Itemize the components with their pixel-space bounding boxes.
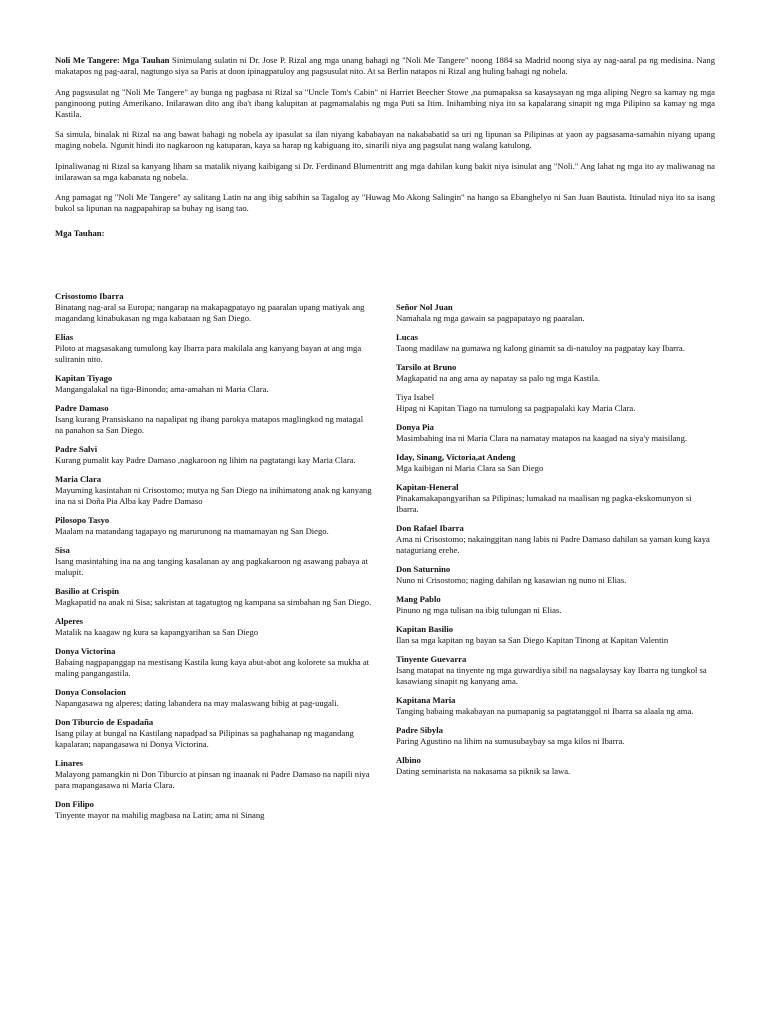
character-name: Tinyente Guevarra xyxy=(396,654,467,664)
character-entry xyxy=(55,474,373,507)
character-name: Donya Pia xyxy=(396,422,434,432)
character-description: Mangangalakal na tiga-Binondo; ama-amahan ni Maria Clara. xyxy=(55,384,269,394)
character-description: Maalam na matandang tagapayo ng marurunong na mamamayan ng San Diego. xyxy=(55,526,329,536)
character-entry xyxy=(55,646,373,679)
character-name: Don Filipo xyxy=(55,799,94,809)
intro-paragraph-3: Sa simula, binalak ni Rizal na ang bawat bahagi ng nobela ay ipasulat sa ilan niyang kababayan na nakababatid sa uri ng lipunan sa Pilipinas at yaon ay pagsasama-samahin niyang upang maging nobela. Ngunit hindi ito nagkaroon ng katuparan, kaya sa harap ng kabiguang ito, sinarili niya ang pagsulat nang walang katulong. xyxy=(55,129,715,150)
character-entry xyxy=(396,392,716,414)
character-description: Magkapatid na anak ni Sisa; sakristan at tagatugtog ng kampana sa simbahan ng San Diego. xyxy=(55,597,372,607)
character-entry xyxy=(55,291,373,324)
character-entry xyxy=(396,523,716,556)
characters-heading: Mga Tauhan: xyxy=(55,228,105,238)
character-description: Isang kurang Pransiskano na napalipat ng ibang parokya matapos maglingkod ng matagal na panahon sa San Diego. xyxy=(55,414,364,435)
character-description: Paring Agustino na lihim na sumusubaybay sa mga kilos ni Ibarra. xyxy=(396,736,625,746)
character-entry xyxy=(396,594,716,616)
character-name: Don Tiburcio de Espadaña xyxy=(55,717,154,727)
character-name: Tarsilo at Bruno xyxy=(396,362,457,372)
character-name: Pilosopo Tasyo xyxy=(55,515,110,525)
character-description: Piloto at magsasakang tumulong kay Ibarra para makilala ang kanyang bayan at ang mga suliranin nito. xyxy=(55,343,362,364)
character-description: Pinakamakapangyarihan sa Pilipinas; lumakad na maalisan ng pagka-ekskomunyon si Ibarra. xyxy=(396,493,692,514)
character-name: Albino xyxy=(396,755,421,765)
character-name: Elias xyxy=(55,332,74,342)
character-description: Babaing nagpapanggap na mestisang Kastila kung kaya abut-abot ang kolorete sa mukha at maling pangangastila. xyxy=(55,657,370,678)
character-description: Isang masintahing ina na ang tanging kasalanan ay ang pagkakaroon ng asawang pabaya at malupit. xyxy=(55,556,368,577)
character-name: Mang Pablo xyxy=(396,594,441,604)
character-name: Crisostomo Ibarra xyxy=(55,291,124,301)
character-description: Binatang nag-aral sa Europa; nangarap na makapagpatayo ng paaralan upang matiyak ang magandang kinabukasan ng mga kabataan ng San Diego. xyxy=(55,302,365,323)
character-entry xyxy=(55,545,373,578)
character-entry xyxy=(55,687,373,709)
character-entry xyxy=(55,758,373,791)
character-entry xyxy=(396,564,716,586)
character-entry xyxy=(396,362,716,384)
character-entry xyxy=(55,332,373,365)
character-name: Donya Consolacion xyxy=(55,687,126,697)
intro-paragraph-1 xyxy=(55,55,715,77)
character-description: Malayong pamangkin ni Don Tiburcio at pinsan ng inaanak ni Padre Damaso na napili niya para mapangasawa ni Maria Clara. xyxy=(55,769,370,790)
intro-paragraph-4: Ipinaliwanag ni Rizal sa kanyang liham sa matalik niyang kaibigang si Dr. Ferdinand Blumentritt ang mga dahilan kung bakit niya isinulat ang "Noli." Ang lahat ng mga ito ay maliwanag na inilarawan sa mga kabanata ng nobela. xyxy=(55,160,715,182)
character-entry xyxy=(55,373,373,395)
character-name: Iday, Sinang, Victoria,at Andeng xyxy=(396,452,516,462)
character-name: Tiya Isabel xyxy=(396,392,435,402)
character-entry xyxy=(396,302,716,324)
character-entry xyxy=(55,717,373,750)
character-entry xyxy=(396,624,716,646)
character-name: Maria Clara xyxy=(55,474,102,484)
character-name: Don Saturnino xyxy=(396,564,451,574)
characters-right-column xyxy=(396,302,716,785)
character-description: Isang pilay at bungal na Kastilang napadpad sa Pilipinas sa paghahanap ng magandang kapalaran; napangasawa ni Donya Victorina. xyxy=(55,728,354,749)
character-entry xyxy=(55,515,373,537)
character-name: Sisa xyxy=(55,545,70,555)
character-name: Don Rafael Ibarra xyxy=(396,523,464,533)
character-description: Masimbahing ina ni Maria Clara na namatay matapos na kaagad na siya'y maisilang. xyxy=(396,433,688,443)
character-name: Señor Nol Juan xyxy=(396,302,453,312)
character-description: Namahala ng mga gawain sa pagpapatayo ng paaralan. xyxy=(396,313,585,323)
character-entry xyxy=(396,695,716,717)
character-name: Basilio at Crispin xyxy=(55,586,119,596)
introduction xyxy=(55,55,715,239)
character-description: Dating seminarista na nakasama sa piknik sa lawa. xyxy=(396,766,571,776)
character-entry xyxy=(55,586,373,608)
character-description: Tanging babaing makabayan na pumapanig sa pagtatanggol ni Ibarra sa alaala ng ama. xyxy=(396,706,694,716)
character-description: Magkapatid na ang ama ay napatay sa palo ng mga Kastila. xyxy=(396,373,601,383)
character-name: Kapitan Tiyago xyxy=(55,373,113,383)
character-description: Tinyente mayor na mahilig magbasa na Latin; ama ni Sinang xyxy=(55,810,265,820)
character-entry xyxy=(396,482,716,515)
character-name: Kapitan Basilio xyxy=(396,624,454,634)
intro-paragraph-2: Ang pagsusulat ng "Noli Me Tangere" ay bunga ng pagbasa ni Rizal sa "Uncle Tom's Cabin" ni Harriet Beecher Stowe ,na pumapaksa sa kasaysayan ng mga aliping Negro sa kamay ng mga panginoong puting Amerikano. Inilarawan dito ang iba't ibang kalupitan at pagmamalabis ng mga Puti sa Itim. Inihambing niya ito sa kapalarang sinapit ng mga Pilipino sa kamay ng mga Kastila. xyxy=(55,86,715,119)
character-description: Mga kaibigan ni Maria Clara sa San Diego xyxy=(396,463,544,473)
character-name: Padre Salvi xyxy=(55,444,98,454)
character-entry xyxy=(396,755,716,777)
character-entry xyxy=(55,616,373,638)
character-entry xyxy=(396,452,716,474)
character-description: Taong madilaw na gumawa ng kalong ginamit sa di-natuloy na pagpatay kay Ibarra. xyxy=(396,343,685,353)
character-name: Alperes xyxy=(55,616,84,626)
character-entry xyxy=(396,332,716,354)
character-name: Kapitan-Heneral xyxy=(396,482,459,492)
intro-paragraph-5: Ang pamagat ng "Noli Me Tangere" ay salitang Latin na ang ibig sabihin sa Tagalog ay "Huwag Mo Akong Salingin" na hango sa Ebanghelyo ni San Juan Bautista. Itinulad niya ito sa isang bukol sa lipunan na nagpapahirap sa buhay ng isang tao. xyxy=(55,192,715,213)
character-name: Padre Sibyla xyxy=(396,725,443,735)
character-description: Mayuming kasintahan ni Crisostomo; mutya ng San Diego na inihimatong anak ng kanyang ina na si Doña Pia Alba kay Padre Damaso xyxy=(55,485,372,506)
character-description: Pinuno ng mga tulisan na ibig tulungan ni Elias. xyxy=(396,605,562,615)
character-name: Kapitana Maria xyxy=(396,695,456,705)
character-description: Napangasawa ng alperes; dating labandera na may malaswang bibig at pag-uugali. xyxy=(55,698,339,708)
character-name: Lucas xyxy=(396,332,418,342)
document-title: Noli Me Tangere: Mga Tauhan xyxy=(55,55,170,65)
character-description: Nuno ni Crisostomo; naging dahilan ng kasawian ng nuno ni Elias. xyxy=(396,575,627,585)
character-name: Donya Victorina xyxy=(55,646,116,656)
character-description: Ama ni Crisostomo; nakainggitan nang labis ni Padre Damaso dahilan sa yaman kung kaya nataguriang erehe. xyxy=(396,534,710,555)
character-entry xyxy=(396,725,716,747)
character-description: Isang matapat na tinyente ng mga guwardiya sibil na nagsalaysay kay Ibarra ng tungkol sa kasawiang sinapit ng kanyang ama. xyxy=(396,665,707,686)
characters-left-column xyxy=(55,291,373,829)
character-name: Padre Damaso xyxy=(55,403,109,413)
character-entry xyxy=(55,403,373,436)
character-name: Linares xyxy=(55,758,84,768)
character-description: Hipag ni Kapitan Tiago na tumulong sa pagpapalaki kay Maria Clara. xyxy=(396,403,636,413)
character-description: Kurang pumalit kay Padre Damaso ,nagkaroon ng lihim na pagtatangi kay Maria Clara. xyxy=(55,455,356,465)
character-description: Matalik na kaagaw ng kura sa kapangyarihan sa San Diego xyxy=(55,627,259,637)
character-entry xyxy=(55,799,373,821)
intro-paragraph-1-text: Sinimulang sulatin ni Dr. Jose P. Rizal ang mga unang bahagi ng "Noli Me Tangere" noong 1884 sa Madrid noong siya ay nag-aaral pa ng medisina. Nang makatapos ng pag-aaral, nagtungo siya sa Paris at doon ipinagpatuloy ang pagsusulat nito. At sa Berlin natapos ni Rizal ang huling bahagi ng nobela. xyxy=(55,55,715,76)
character-entry xyxy=(396,422,716,444)
character-entry xyxy=(396,654,716,687)
character-entry xyxy=(55,444,373,466)
character-description: Ilan sa mga kapitan ng bayan sa San Diego Kapitan Tinong at Kapitan Valentin xyxy=(396,635,669,645)
